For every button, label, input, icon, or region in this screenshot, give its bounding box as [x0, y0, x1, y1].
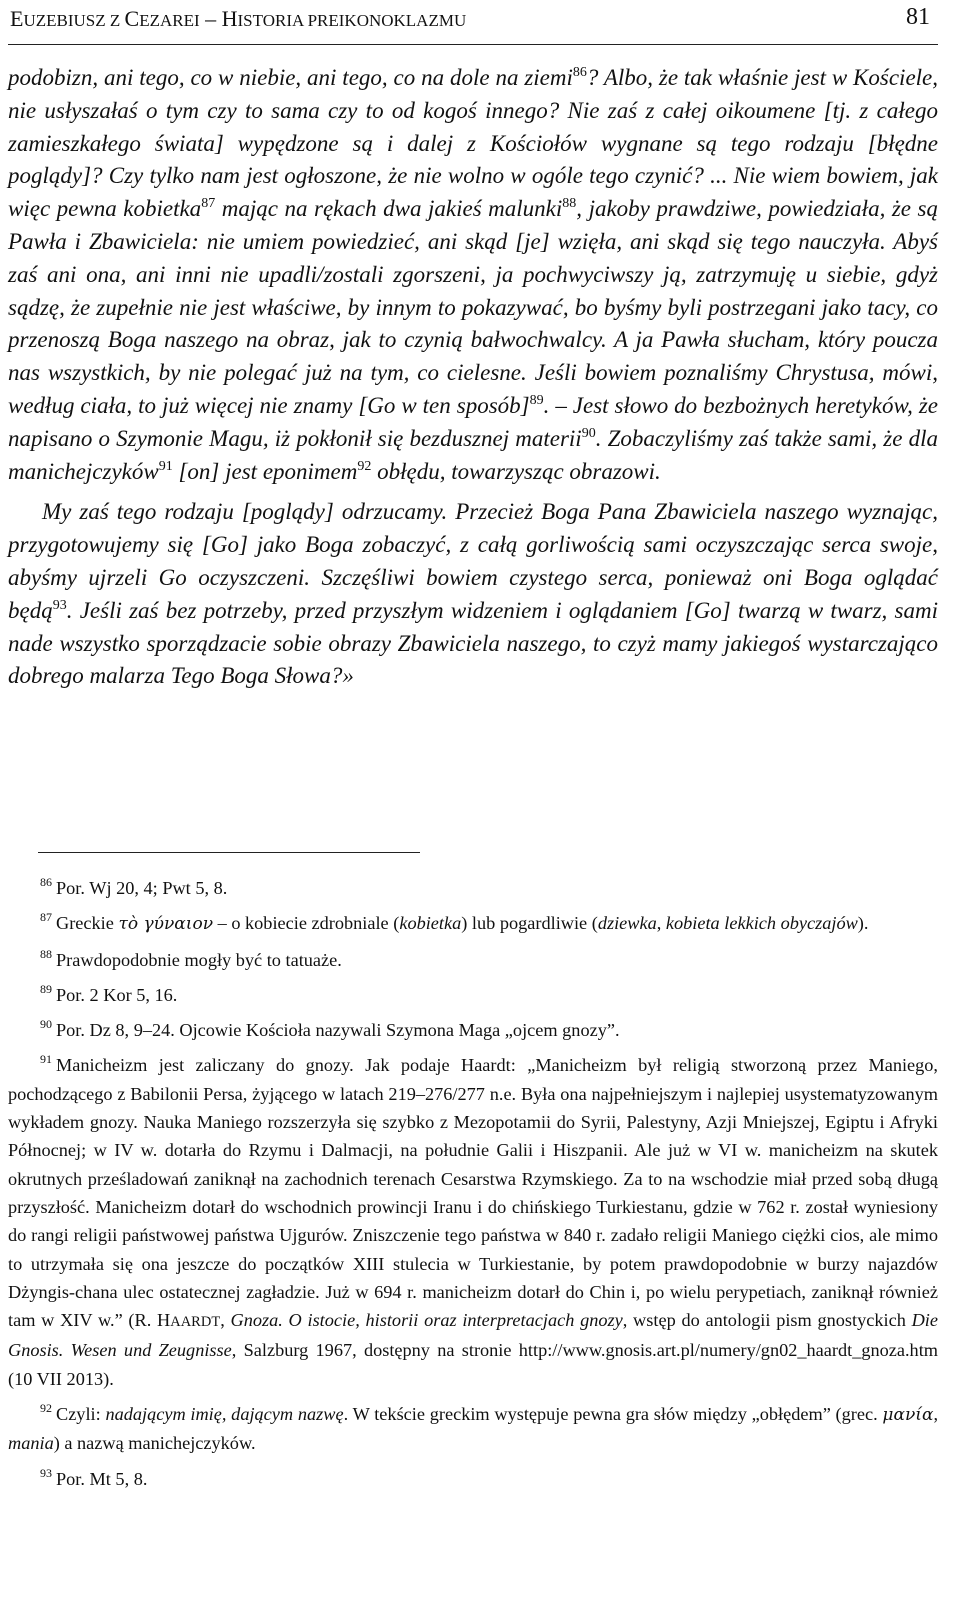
title-smallcaps: UZEBIUSZ Z	[23, 11, 125, 30]
title-separator: –	[199, 6, 222, 31]
text-run: . – Jest słowo do bezbożnych heretyków, że napisano o Szymonie Magu, iż pokłonił się bezdusznej materii	[8, 392, 938, 451]
footnote-text: Prawdopodobnie mogły być to tatuaże.	[56, 949, 342, 970]
footnote-text: ,	[220, 1310, 231, 1331]
footnote-93	[8, 1465, 938, 1493]
greek-term: τὸ γύναιον	[118, 914, 214, 935]
footnote-88	[8, 946, 938, 974]
footnote-text: , Salzburg 1967, dostępny na stronie http://www.gnosis.art.pl/numery/gn02_haardt_gnoza.htm (10 VII 2013).	[8, 1340, 938, 1389]
title-initial: H	[221, 6, 238, 31]
text-run: . Jeśli zaś bez potrzeby, przed przyszłym widzeniem i oglądaniem [Go] twarzą w twarz, sami nade wszystko sporządzacie sobie obrazy Zbawiciela naszego, to czyż mamy jakiegoś wystarczająco dobrego malarza Tego Boga Słowa?»	[8, 597, 938, 689]
text-run: mając na rękach dwa jakieś malunki	[215, 196, 563, 222]
text-run: [on] jest eponimem	[172, 458, 358, 484]
text-run: My zaś tego rodzaju [poglądy] odrzucamy. Przecież Boga Pana Zbawiciela naszego wyznając, przygotowujemy się [Go] jako Boga zobaczyć, z całą gorliwością sami oczyszczając serca swoje, abyśmy ujrzeli Go oczyszczeni. Szczęśliwi bowiem czystego serca, ponieważ oni Boga oglądać będą	[8, 499, 938, 623]
footnote-text: Por. Wj 20, 4; Pwt 5, 8.	[56, 878, 228, 898]
footnote-87	[8, 909, 938, 938]
running-title	[10, 6, 466, 32]
footnote-number: 86	[40, 875, 52, 889]
footnote-text: Manicheizm jest zaliczany do gnozy. Jak podaje Haardt: „Manicheizm był religią stworzoną przez Maniego, pochodzącego z Babilonii Persa, żyjącego w latach 219–276/277 n.e. Była ona najpełniejszym i najlepiej usystematyzowanym wykładem gnozy. Nauka Maniego rozszerzyła się szybko z Mezopotamii do Syrii, Palestyny, Azji Mniejszej, Egiptu i Afryki Północnej; w IV w. dotarła do Rzymu i Dalmacji, na południe Galii i Hiszpanii. Ale już w VI w. manicheizm na skutek okrutnych prześladowań zaniknął na zachodnich terenach Cesarstwa Rzymskiego. Za to na wschodzie miał przed sobą długą przyszłość. Manicheizm dotarł do wschodnich prowincji Iranu i do chińskiego Turkiestanu, gdzie w 762 r. został wyniesiony do rangi religii państwowej państwa Ujgurów. Zniszczenie tego państwa w 840 r. zadało religii Maniego ciężki cios, ale mimo to utrzymała się ona jeszcze do początków XIII stulecia w Turkiestanie, by potem prawdopodobnie w burzy najazdów Dżyngis-chana ulec ostatecznej zagładzie. Już w 694 r. manicheizm dotarł do Chin i, po wielu perypetiach, zaniknął również tam w XIV w.” (R.	[8, 1055, 938, 1331]
title-initial: C	[124, 6, 140, 31]
paragraph-1	[8, 62, 938, 488]
text-run: ? Albo, że tak właśnie jest w Kościele, nie usłyszałaś o tym czy to sama czy to od kogoś innego? Nie zaś z całej oikoumene [tj. z całego zamieszkałego świata] wypędzone są i dalej z Kościołów wygnane są tego rodzaju [błędne poglądy]? Czy tylko nam jest ogłoszone, że nie wolno w ogóle tego czynić? ... Nie wiem bowiem, jak więc pewna kobietka	[8, 65, 939, 222]
footnote-italic: kobieta lekkich obyczajów	[665, 913, 858, 934]
footnote-ref-93[interactable]: 93	[52, 597, 67, 613]
footnote-italic: nadającym imię, dającym nazwę	[105, 1404, 344, 1425]
footnote-text: Czyli:	[56, 1404, 106, 1425]
footnote-ref-88[interactable]: 88	[562, 196, 577, 212]
text-run: . Zobaczyliśmy zaś także sami, że dla manichejczyków	[8, 425, 938, 484]
footnote-ref-90[interactable]: 90	[581, 425, 596, 441]
footnote-ref-89[interactable]: 89	[529, 392, 544, 408]
text-run: obłędu, towarzysząc obrazowi.	[371, 458, 661, 484]
footnote-text: ,	[656, 913, 666, 934]
footnote-91	[8, 1051, 938, 1393]
title-smallcaps: ISTORIA PREIKONOKLAZMU	[237, 11, 467, 30]
author-smallcaps: AARDT	[170, 1314, 221, 1331]
page-number: 81	[906, 4, 930, 30]
footnote-italic: kobietka	[399, 913, 462, 934]
text-run: podobizn, ani tego, co w niebie, ani tego, co na dole na ziemi	[8, 65, 573, 90]
footnote-text: – o kobiecie zdrobniale (	[213, 913, 400, 934]
greek-term: μανία	[882, 1405, 934, 1426]
footnote-number: 90	[40, 1017, 52, 1032]
title-smallcaps: EZAREI	[139, 11, 200, 30]
footnote-italic: mania	[8, 1433, 54, 1454]
footnote-number: 87	[40, 910, 52, 925]
footnote-text: , wstęp do antologii pism gnostyckich	[622, 1310, 912, 1331]
footnote-number: 93	[40, 1465, 52, 1480]
author-initial: H	[157, 1310, 171, 1331]
footnote-number: 88	[40, 946, 52, 961]
footnote-separator	[38, 852, 420, 853]
footnote-italic: dziewka	[597, 913, 657, 934]
footnote-90	[8, 1016, 938, 1044]
footnote-ref-91[interactable]: 91	[158, 458, 173, 474]
footnote-89	[8, 981, 938, 1009]
title-initial: E	[10, 6, 24, 31]
footnote-ref-92[interactable]: 92	[357, 458, 372, 474]
footnote-number: 89	[40, 981, 52, 996]
footnote-italic: Die Gnosis. Wesen und Zeugnisse	[8, 1310, 938, 1361]
footnote-text: ).	[857, 913, 869, 934]
footnotes	[8, 874, 938, 1500]
footnote-text: ) lub pogardliwie (	[461, 913, 598, 934]
footnote-ref-86[interactable]: 86	[572, 65, 587, 80]
running-header	[8, 4, 938, 45]
footnote-italic: Gnoza. O istocie, historii oraz interpretacjach gnozy	[230, 1310, 623, 1331]
footnote-text: Greckie	[56, 913, 119, 934]
footnote-number: 91	[40, 1052, 52, 1067]
paragraph-2	[8, 496, 938, 693]
footnote-text: Por. Dz 8, 9–24. Ojcowie Kościoła nazywali Szymona Maga „ojcem gnozy”.	[56, 1020, 620, 1041]
footnote-ref-87[interactable]: 87	[201, 196, 216, 212]
footnote-number: 92	[40, 1401, 52, 1416]
footnote-text: . W tekście greckim występuje pewna gra słów między „obłędem” (grec.	[343, 1404, 883, 1425]
footnote-text: Por. Mt 5, 8.	[56, 1468, 148, 1489]
text-run: , jakoby prawdziwe, powiedziała, że są Pawła i Zbawiciela: nie umiem powiedzieć, ani skąd [je] wzięła, ani skąd się tego nauczyła. Abyś zaś ani ona, ani inni nie upadli/zostali zgorszeni, ja pochwyciwszy ją, zatrzymuję u siebie, gdyż sądzę, że zupełnie nie jest właściwe, by innym to pokazywać, bo byśmy byli postrzegani jako tacy, co przenoszą Boga naszego na obraz, jak to czynią bałwochwalcy. A ja Pawła słucham, który poucza nas wszystkich, by nie polegać już na tym, co cielesne. Jeśli bowiem poznaliśmy Chrystusa, mówi, według ciała, to już więcej nie znamy [Go w ten sposób]	[8, 196, 939, 418]
footnote-text: ,	[933, 1404, 939, 1425]
footnote-92	[8, 1400, 938, 1458]
main-text	[8, 62, 938, 693]
footnote-text: ) a nazwą manichejczyków.	[53, 1433, 256, 1454]
footnote-text: Por. 2 Kor 5, 16.	[56, 984, 178, 1005]
footnote-86	[8, 874, 938, 902]
